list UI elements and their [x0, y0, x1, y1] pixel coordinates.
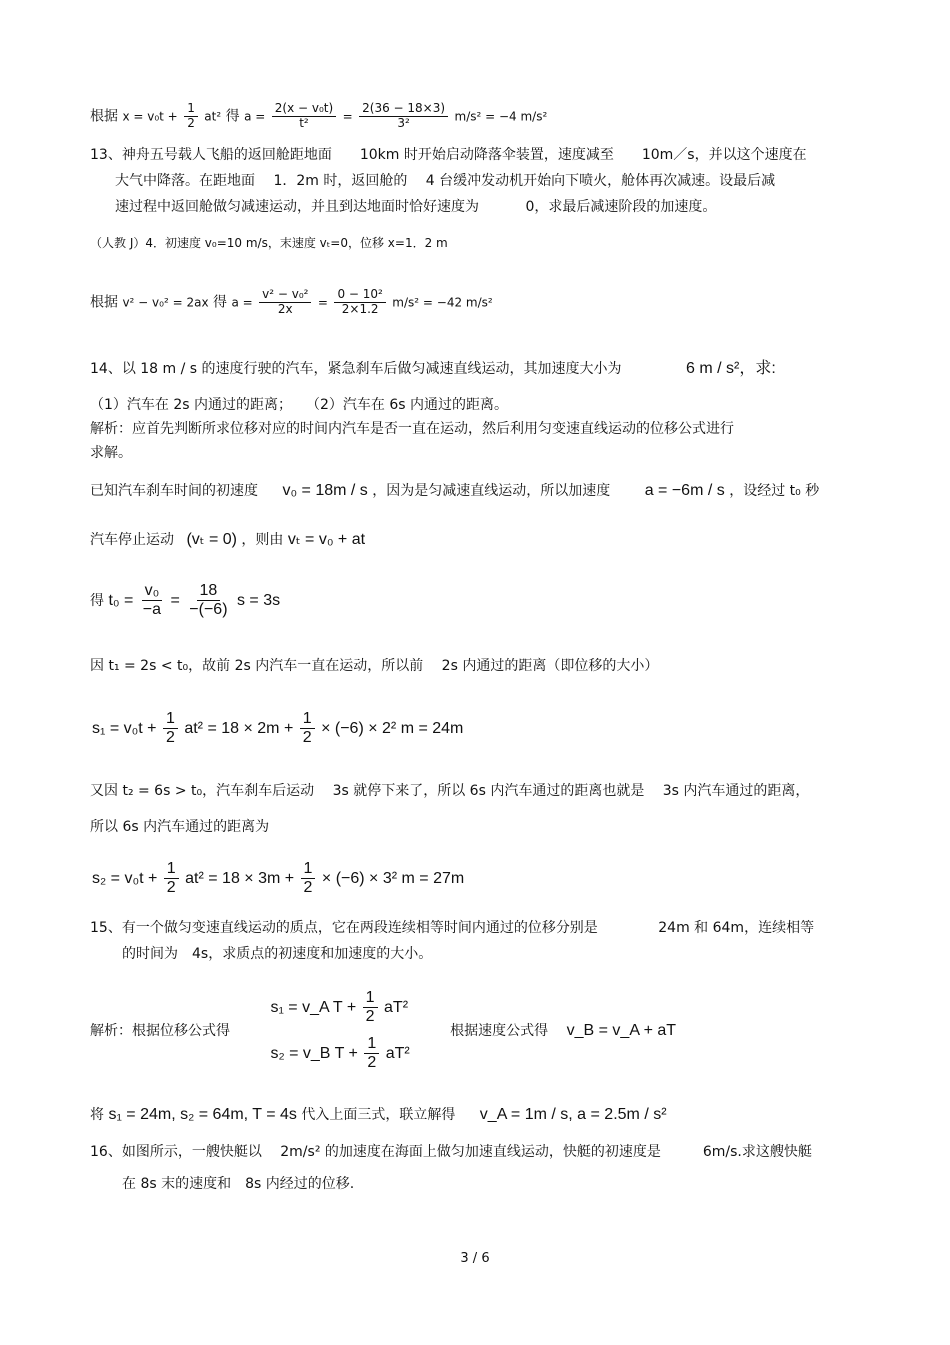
text: 得 [225, 108, 240, 125]
equation: × (−6) × 3² m = 27m [321, 870, 465, 888]
fraction-half: $\frac{1}{2}$ [364, 1035, 379, 1073]
equation: × (−6) × 2² m = 24m [321, 720, 464, 738]
fraction: $\frac{\text{v² − v₀²}}{2x}$ [259, 288, 311, 317]
fraction-half: $\frac{1}{2}$ [363, 989, 378, 1027]
fraction: $\frac{18}{-(-6)}$ [189, 582, 228, 619]
text: 将 [90, 1107, 104, 1123]
equation: v₀ = 18m / s [282, 482, 368, 499]
q14-s1 [92, 710, 463, 748]
q15-line1: 15、有一个做匀变速直线运动的质点，它在两段连续相等时间内通过的位移分别是 24m 和 64m，连续相等 [90, 920, 815, 936]
text: 得 [213, 294, 227, 311]
q14-parts: （1）汽车在 2s 内通过的距离； （2）汽车在 6s 内通过的距离。 [90, 397, 509, 413]
fraction-half: $\frac{1}{2}$ [163, 710, 178, 748]
equation: aT² [384, 999, 409, 1017]
q14-analysis2: 求解。 [90, 445, 132, 461]
equation: m/s² = −4 m/s² [454, 109, 548, 124]
fraction-half: $\frac{1}{2}$ [301, 860, 316, 898]
q14-because2: 又因 t₂ = 6s > t₀，汽车刹车后运动 3s 就停下来了，所以 6s 内汽车通过的距离也就是 3s 内汽车通过的距离， [90, 783, 810, 799]
q14-because1: 因 t₁ = 2s < t₀，故前 2s 内汽车一直在运动，所以前 2s 内通过的距离（即位移的大小） [90, 658, 659, 674]
equation: = [342, 109, 353, 124]
q14-t0 [90, 582, 280, 620]
equation-row [270, 1031, 409, 1077]
q15-system [90, 985, 676, 1077]
equation: s = 3s [236, 592, 281, 610]
q13-line2: 大气中降落。在距地面 1．2m 时，返回舱的 4 台缓冲发动机开始向下喷火，舱体再次减速。设最后减 [115, 173, 776, 189]
equation: = [317, 295, 328, 310]
equation: v_A = 1m / s, a = 2.5m / s² [479, 1106, 667, 1123]
equation: s₁ = 24m, s₂ = 64m, T = 4s [108, 1106, 297, 1123]
text: ，因为是匀减速直线运动，所以加速度 [372, 483, 611, 499]
fraction: $\frac{\text{v₀}}{-a}$ [142, 582, 162, 619]
equation: s₁ = v_A T + [270, 999, 357, 1017]
equation: x = v₀t + [122, 109, 178, 124]
fraction-half: $\frac{1}{2}$ [164, 860, 179, 898]
q15-substitute [90, 1106, 667, 1124]
fraction: $\frac{2(36 - 18\times 3)}{\text{3²}}$ [359, 102, 448, 131]
text: ，设经过 t₀ 秒 [729, 483, 820, 499]
equation-system [270, 985, 409, 1077]
q14-analysis1: 解析：应首先判断所求位移对应的时间内汽车是否一直在运动，然后利用匀变速直线运动的位移公式进行 [90, 421, 734, 437]
equation-row [270, 985, 409, 1031]
fraction-half: $\frac{1}{2}$ [300, 710, 315, 748]
fraction: $\frac{\text{2(x − v₀t)}}{\text{t²}}$ [272, 102, 336, 131]
equation: v_B = v_A + aT [566, 1021, 677, 1039]
q16-line2: 在 8s 末的速度和 8s 内经过的位移. [122, 1176, 355, 1192]
q13-line3: 速过程中返回舱做匀减速运动，并且到达地面时恰好速度为 0，求最后减速阶段的加速度。 [115, 199, 717, 215]
equation: vₜ = v₀ + at [287, 531, 366, 548]
q14-known [90, 482, 819, 500]
equation: at² = 18 × 2m + [184, 720, 294, 738]
equation: s₂ = v_B T + [270, 1044, 358, 1062]
q15-line2: 的时间为 4s，求质点的初速度和加速度的大小。 [122, 946, 433, 962]
text: 已知汽车刹车时间的初速度 [90, 483, 258, 499]
q14-stop [90, 531, 365, 549]
fraction-half: $\frac{1}{2}$ [184, 102, 198, 131]
page-number: 3 / 6 [460, 1251, 490, 1266]
text: ，则由 [241, 532, 284, 548]
q14-s2 [92, 860, 464, 898]
text: 根据速度公式得 [450, 1022, 549, 1039]
equation: m/s² = −42 m/s² [392, 295, 493, 310]
equation: s₂ = v₀t + [92, 870, 158, 888]
text: 根据 [90, 108, 118, 125]
q13-line1: 13、神舟五号载人飞船的返回舱距地面 10km 时开始启动降落伞装置，速度减至 10m／s，并以这个速度在 [90, 147, 807, 163]
equation: (vₜ = 0) [186, 531, 237, 548]
equation: = [170, 592, 180, 610]
text: 汽车停止运动 [90, 532, 174, 548]
q13-formula [90, 288, 493, 317]
equation: at² [204, 109, 222, 124]
equation: a = −6m / s [644, 482, 725, 499]
q16-line1: 16、如图所示，一艘快艇以 2m/s² 的加速度在海面上做匀加速直线运动，快艇的初速度是 6m/s.求这艘快艇 [90, 1144, 812, 1160]
equation: a = [244, 109, 266, 124]
text: 14、以 18 m / s 的速度行驶的汽车，紧急刹车后做匀减速直线运动，其加速度大小为 [90, 361, 622, 377]
text: 解析：根据位移公式得 [90, 1022, 230, 1039]
text: 得 [90, 592, 104, 609]
text: 根据 [90, 294, 118, 311]
equation: 6 m / s²，求: [685, 360, 776, 377]
equation: t₀ = [108, 592, 134, 610]
q14-line1 [90, 360, 776, 378]
formula-line-a [90, 102, 547, 131]
equation: s₁ = v₀t + [92, 720, 157, 738]
q14-so-line: 所以 6s 内汽车通过的距离为 [90, 819, 270, 835]
equation: v² − v₀² = 2ax [122, 295, 209, 310]
text: 代入上面三式，联立解得 [301, 1107, 456, 1123]
equation: a = [231, 295, 253, 310]
q13-note: （人教 J）4．初速度 v₀=10 m/s，末速度 vₜ=0，位移 x=1．2 m [90, 236, 448, 250]
fraction: $\frac{\text{0 − 10²}}{2\times 1.2}$ [334, 288, 385, 317]
equation: aT² [385, 1044, 410, 1062]
equation: at² = 18 × 3m + [185, 870, 295, 888]
